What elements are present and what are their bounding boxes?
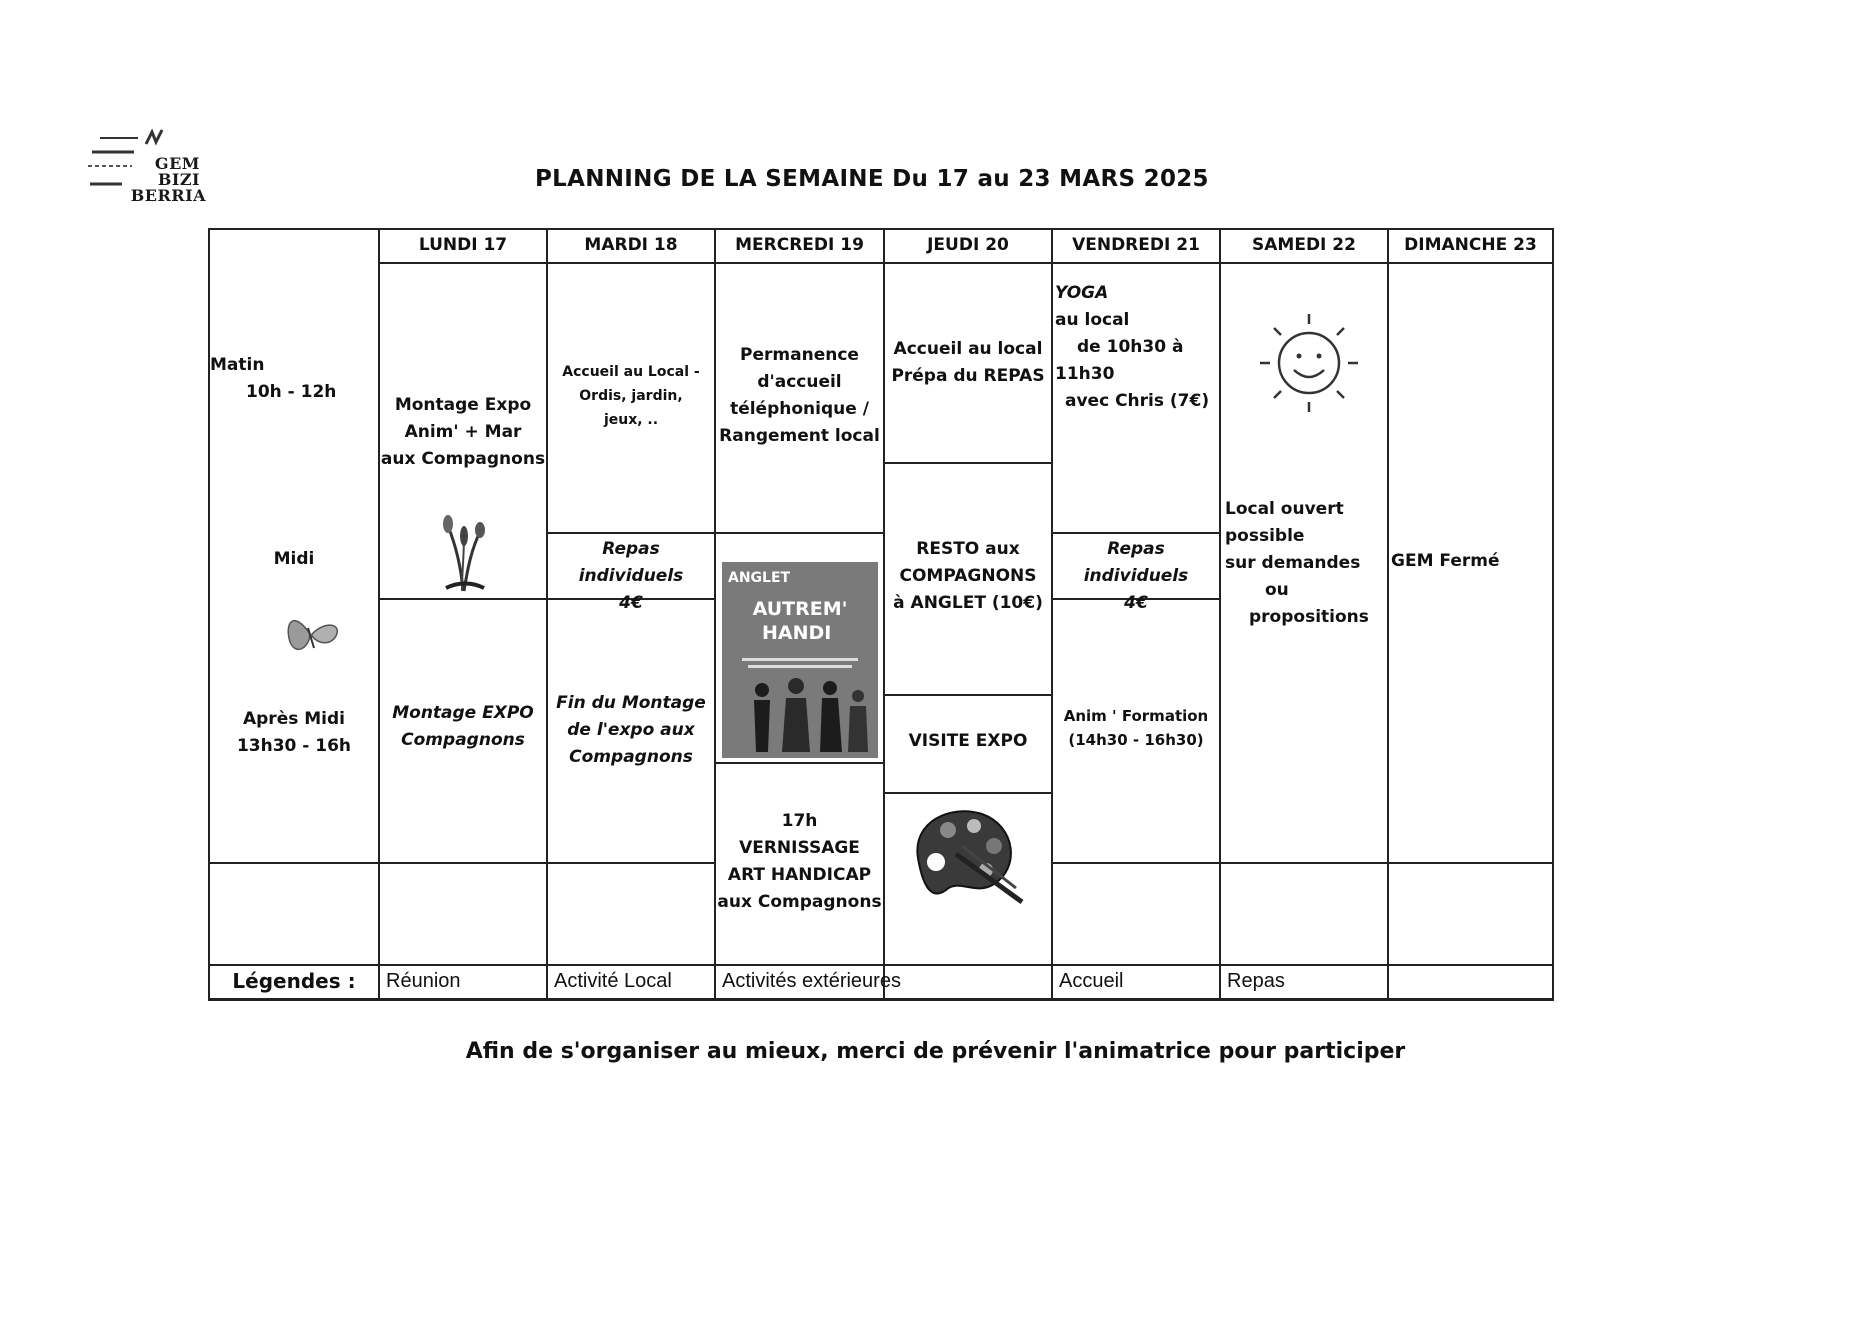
poster-line2: HANDI: [762, 622, 832, 644]
mercredi-matin-line1: Permanence: [740, 345, 859, 365]
header-jeudi: JEUDI 20: [927, 235, 1009, 255]
lundi-apres-midi-line2: Compagnons: [401, 730, 525, 750]
mardi-matin-line3: jeux, ..: [603, 412, 659, 428]
samedi-line3: sur demandes: [1225, 553, 1361, 573]
vendredi-matin-line4: 11h30: [1055, 364, 1115, 384]
header-samedi: SAMEDI 22: [1252, 235, 1356, 255]
mardi-apres-midi-line3: Compagnons: [569, 747, 693, 767]
logo-line-berria: BERRIA: [130, 186, 206, 205]
jeudi-matin-line1: Accueil au local: [893, 339, 1043, 359]
mercredi-soir: [716, 808, 883, 916]
autrem-handi-poster: [722, 562, 878, 758]
lundi-apres-midi: [380, 700, 546, 754]
lundi-matin-line3: aux Compagnons: [380, 449, 546, 469]
legend-activite-local: Activité Local: [554, 970, 672, 992]
jeudi-midi: [885, 536, 1051, 617]
jeudi-midi-line2: COMPAGNONS: [899, 566, 1037, 586]
gem-logo: [86, 126, 206, 210]
midi-label: Midi: [273, 549, 315, 569]
apres-midi-label: Après Midi: [242, 709, 346, 729]
mardi-midi-line2: 4€: [619, 593, 643, 613]
mercredi-matin-line2: d'accueil: [757, 372, 842, 392]
header-dimanche: DIMANCHE 23: [1404, 235, 1537, 255]
apres-midi-hours: 13h30 - 16h: [236, 736, 352, 756]
mardi-matin-line2: Ordis, jardin,: [579, 388, 683, 404]
mardi-apres-midi-line1: Fin du Montage: [556, 693, 706, 713]
vendredi-matin-line2: au local: [1055, 310, 1130, 330]
mercredi-matin: [716, 342, 883, 450]
schedule-table: [208, 228, 1554, 1000]
samedi-text: [1221, 496, 1387, 631]
mardi-matin-line1: Accueil au Local -: [562, 364, 700, 380]
mardi-apres-midi: [548, 690, 714, 771]
mercredi-soir-line3: ART HANDICAP: [727, 865, 872, 885]
mardi-apres-midi-line2: de l'expo aux: [567, 720, 695, 740]
dimanche-text: GEM Fermé: [1391, 551, 1500, 571]
page-title: PLANNING DE LA SEMAINE Du 17 au 23 MARS 2025: [535, 166, 1209, 192]
vendredi-midi-line2: 4€: [1124, 593, 1148, 613]
header-mardi: MARDI 18: [584, 235, 678, 255]
samedi-line4: ou: [1265, 580, 1289, 600]
jeudi-matin: [885, 336, 1051, 390]
mardi-midi-line1: Repas individuels: [578, 539, 684, 586]
header-mercredi: MERCREDI 19: [735, 235, 864, 255]
poster-city: ANGLET: [728, 570, 791, 586]
vendredi-midi-line1: Repas individuels: [1083, 539, 1189, 586]
vendredi-apres-midi: [1053, 704, 1219, 752]
vendredi-matin-line5: avec Chris (7€): [1065, 391, 1210, 411]
lundi-matin-line1: Montage Expo: [394, 395, 532, 415]
matin-label: Matin: [210, 355, 265, 375]
mardi-midi: [548, 536, 714, 617]
vendredi-matin-line3: de 10h30 à: [1077, 337, 1184, 357]
legend-accueil: Accueil: [1059, 970, 1124, 992]
logo-line-gem: GEM: [154, 154, 200, 173]
mercredi-soir-line2: VERNISSAGE: [739, 838, 860, 858]
jeudi-midi-line1: RESTO aux: [916, 539, 1020, 559]
matin-hours: 10h - 12h: [246, 382, 337, 402]
vendredi-apres-midi-line1: Anim ' Formation: [1063, 707, 1209, 725]
vendredi-matin: [1053, 280, 1219, 415]
logo-line-bizi: BIZI: [157, 170, 200, 189]
mercredi-soir-line1: 17h: [781, 811, 818, 831]
mercredi-matin-line3: téléphonique /: [730, 399, 869, 419]
vendredi-midi: [1053, 536, 1219, 617]
sun-icon: [1254, 308, 1364, 418]
jeudi-apres-midi: VISITE EXPO: [908, 731, 1028, 751]
lundi-matin-line2: Anim' + Mar: [404, 422, 522, 442]
legend-label: Légendes :: [232, 969, 356, 993]
legend-repas: Repas: [1227, 970, 1285, 992]
samedi-line1: Local ouvert: [1225, 499, 1344, 519]
mardi-matin: [548, 360, 714, 432]
legend-activites-exterieures: Activités extérieures: [722, 970, 901, 992]
header-vendredi: VENDREDI 21: [1072, 235, 1200, 255]
poster-line1: AUTREM': [752, 598, 848, 620]
legend-reunion: Réunion: [386, 970, 461, 992]
vendredi-apres-midi-line2: (14h30 - 16h30): [1068, 731, 1204, 749]
flower-icon: [428, 496, 498, 596]
palette-icon: [898, 798, 1028, 908]
butterfly-icon: [280, 604, 350, 664]
poster-people-icon: [722, 652, 878, 758]
lundi-matin: [380, 392, 546, 473]
vendredi-matin-line1: YOGA: [1055, 283, 1109, 303]
time-column: [210, 352, 378, 406]
jeudi-midi-line3: à ANGLET (10€): [893, 593, 1043, 613]
apres-midi-block: [210, 706, 378, 760]
mercredi-soir-line4: aux Compagnons: [717, 892, 882, 912]
jeudi-matin-line2: Prépa du REPAS: [891, 366, 1045, 386]
header-lundi: LUNDI 17: [418, 235, 508, 255]
samedi-line2: possible: [1225, 526, 1305, 546]
samedi-line5: propositions: [1249, 607, 1369, 627]
lundi-apres-midi-line1: Montage EXPO: [392, 703, 534, 723]
mercredi-matin-line4: Rangement local: [719, 426, 880, 446]
footer-note: Afin de s'organiser au mieux, merci de prévenir l'animatrice pour participer: [465, 1039, 1406, 1064]
